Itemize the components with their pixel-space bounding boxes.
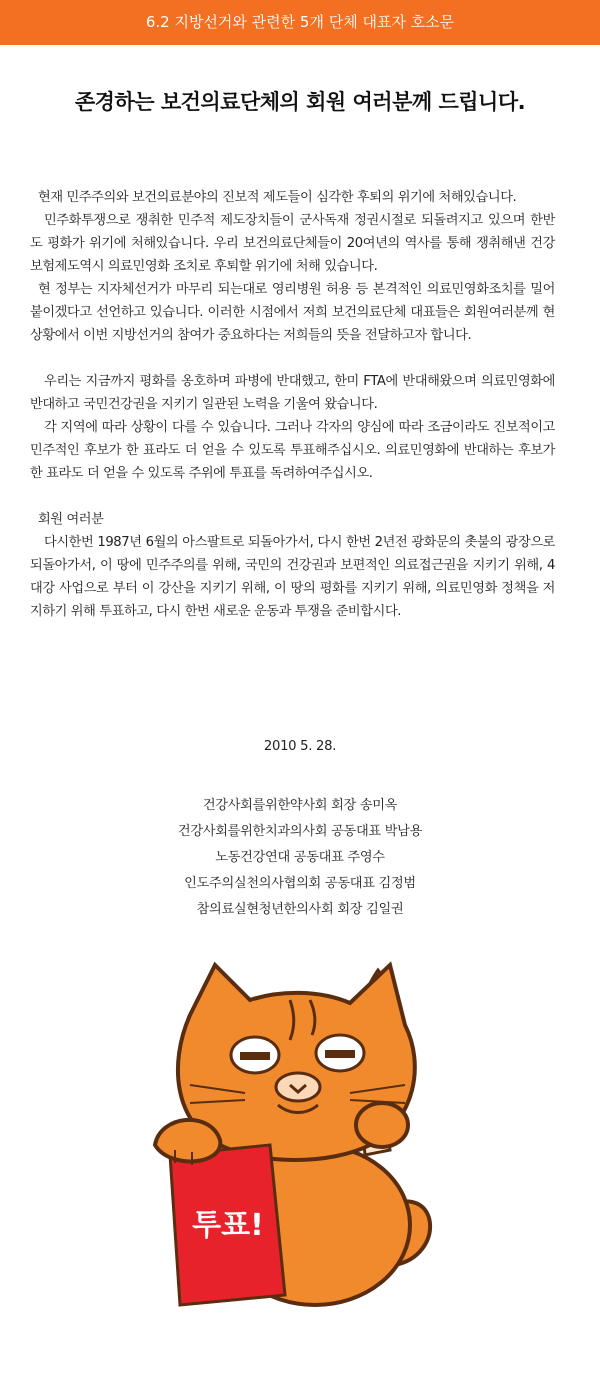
greeting-line: 회원 여러분 <box>38 512 104 527</box>
signatory-3: 노동건강연대 공동대표 주영수 <box>215 850 385 865</box>
signatory-1: 건강사회를위한약사회 회장 송미옥 <box>202 798 398 813</box>
cat-mascot-illustration <box>150 955 450 1315</box>
signatory-5: 참의료실현청년한의사회 회장 김일권 <box>196 902 404 917</box>
signatory-4: 인도주의실천의사협의회 공동대표 김정범 <box>184 876 416 891</box>
signatory-2: 건강사회를위한치과의사회 공동대표 박남용 <box>177 824 423 839</box>
letter-date: 2010 5. 28. <box>263 739 337 754</box>
signature-block <box>0 734 600 923</box>
paragraph-3: 현 정부는 지자체선거가 마무리 되는대로 영리병원 허용 등 본격적인 의료민영화조치를 밀어붙이겠다고 선언하고 있습니다. 이러한 시점에서 저희 보건의료단체 대표들은 회원여러분께 현 상황에서 이번 지방선거의 참여가 중요하다는 저희들의 뜻을 전달하고자 합니다. <box>30 282 555 343</box>
paragraph-6: 다시한번 1987년 6월의 아스팔트로 되돌아가서, 다시 한번 2년전 광화문의 촛불의 광장으로 되돌아가서, 이 땅에 민주주의를 위해, 국민의 건강권과 보편적인 의료접근권을 지키기 위해, 4대강 사업으로 부터 이 강산을 지키기 위해, 이 땅의 평화를 지키기 위해, 의료민영화 정책을 저지하기 위해 투표하고, 다시 한번 새로운 운동과 투쟁을 준비합시다. <box>30 535 555 619</box>
vote-sign <box>170 1145 285 1305</box>
header-banner <box>0 0 600 45</box>
paragraph-4: 우리는 지금까지 평화를 옹호하며 파병에 반대했고, 한미 FTA에 반대해왔으며 의료민영화에 반대하고 국민건강권을 지키기 일관된 노력을 기울여 왔습니다. <box>30 374 555 412</box>
paragraph-1: 현재 민주주의와 보건의료분야의 진보적 제도들이 심각한 후퇴의 위기에 처해있습니다. <box>38 190 517 205</box>
paragraph-2: 민주화투쟁으로 쟁취한 민주적 제도장치들이 군사독재 정권시절로 되돌려지고 있으며 한반도 평화가 위기에 처해있습니다. 우리 보건의료단체들이 20여년의 역사를 통해 쟁취해낸 건강보험제도역시 의료민영화 조치로 후퇴할 위기에 처해 있습니다. <box>30 213 555 274</box>
page-title: 존경하는 보건의료단체의 회원 여러분께 드립니다. <box>74 90 526 114</box>
letter-body <box>30 186 555 623</box>
paragraph-5: 각 지역에 따라 상황이 다를 수 있습니다. 그러나 각자의 양심에 따라 조금이라도 진보적이고 민주적인 후보가 한 표라도 더 얻을 수 있도록 투표해주십시오. 의료민영화에 반대하는 후보가 한 표라도 더 얻을 수 있도록 주위에 투표를 독려하여주십시오. <box>30 420 555 481</box>
sign-text: 투표! <box>192 1208 264 1243</box>
banner-title: 6.2 지방선거와 관련한 5개 단체 대표자 호소문 <box>145 13 455 31</box>
